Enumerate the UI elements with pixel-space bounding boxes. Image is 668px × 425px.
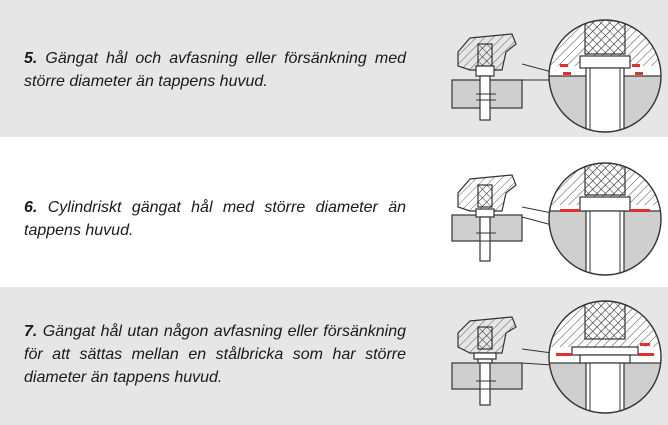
item-6-illustration — [440, 155, 668, 279]
zoom-detail — [545, 155, 665, 279]
item-5-panel — [0, 0, 668, 137]
item-7-text — [24, 320, 406, 389]
item-7-illustration — [440, 297, 668, 423]
item-5-description: Gängat hål och avfasning eller försänkning med större diameter än tappens huvud. — [24, 50, 407, 90]
clamp-small-view — [452, 175, 522, 261]
clamp-small-view — [452, 34, 522, 120]
item-5-number: 5. — [24, 50, 38, 67]
item-7-panel — [0, 287, 668, 425]
item-6-description: Cylindriskt gängat hål med större diameter än tappens huvud. — [24, 199, 406, 239]
chamfer-marker — [560, 64, 568, 67]
item-6-text — [24, 196, 406, 242]
item-7-description: Gängat hål utan någon avfasning eller försänkning för att sättas mellan en stålbricka som har större diameter än tappens huvud. — [24, 323, 406, 386]
item-5-text — [24, 47, 406, 93]
item-6-number: 6. — [24, 199, 38, 216]
item-5-illustration — [440, 14, 668, 134]
item-7-number: 7. — [24, 323, 38, 340]
washer-marker — [556, 353, 572, 356]
zoom-detail — [545, 297, 665, 423]
clamp-small-view — [452, 317, 522, 405]
detail-leader-line — [522, 64, 552, 72]
cylindrical-hole-marker — [560, 209, 580, 212]
item-6-panel — [0, 139, 668, 285]
